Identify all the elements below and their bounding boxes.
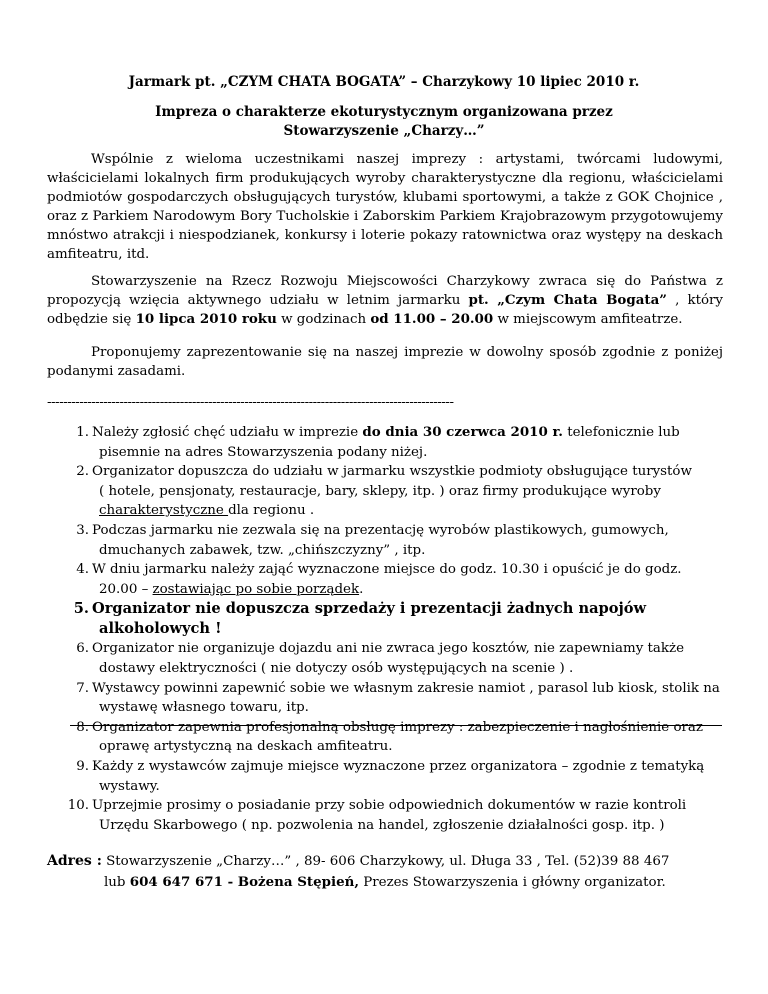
rule-item [47,639,723,678]
rule-text: . [359,581,364,597]
rule-text: Uprzejmie prosimy o posiadanie przy sobie odpowiednich dokumentów w razie kontroli [92,798,687,814]
address-text: lub [104,875,130,890]
address-line-1: Stowarzyszenie „Charzy…” , 89- 606 Charzykowy, ul. Długa 33 , Tel. (52)39 88 467 [101,854,670,869]
rule-text: Każdy z wystawców zajmuje miejsce wyznaczone przez organizatora – zgodnie z tematyką [92,758,705,774]
invitation-text-1: Stowarzyszenie na Rzecz Rozwoju Miejscowości Charzykowy zwraca się do Państwa z propozycją wzięcia aktywnego udziału w letnim jarmarku [47,274,723,308]
rule-text: pisemnie na adres Stowarzyszenia podany niżej. [99,444,428,460]
rule-item [47,718,723,757]
rule-number: 10. [67,798,89,814]
rule-number: 3. [76,522,89,538]
rule-text-line [92,501,723,521]
rule-number: 5. [73,600,89,618]
invitation-paragraph [47,272,723,329]
proposal-paragraph-text: Proponujemy zaprezentowanie się na naszej imprezie w dowolny sposób zgodnie z poniżej podanymi zasadami. [47,345,723,379]
rule-number: 6. [76,641,89,657]
rule-text: Urzędu Skarbowego ( np. pozwolenia na handel, zgłoszenie działalności gosp. itp. ) [99,817,665,833]
subtitle-line-2: Stowarzyszenie „Charzy…” [283,123,485,139]
rule-item [47,423,723,462]
event-name: pt. „Czym Chata Bogata” [468,292,667,308]
rule-text: Organizator zapewnia profesjonalną obsługę imprezy : zabezpieczenie i nagłośnienie oraz [92,719,703,735]
address-line-2 [47,872,737,893]
deadline-date: do dnia 30 czerwca 2010 r. [362,424,563,440]
rule-item [47,521,723,560]
rule-text: telefonicznie lub [562,425,680,440]
rule-item [47,462,723,521]
proposal-paragraph [47,343,723,381]
rule-text: dla regionu . [228,503,315,519]
rule-text-line [92,580,723,600]
rule-number: 4. [76,562,89,578]
rule-number: 1. [76,425,89,440]
rule-text: oprawę artystyczną na deskach amfiteatru. [99,739,393,755]
rule-text: Podczas jarmarku nie zezwala się na prezentację wyrobów plastikowych, gumowych, [92,522,669,538]
rule-item [47,796,723,835]
rule-text: wystawę własnego towaru, itp. [99,700,309,716]
rule-text: dostawy elektryczności ( nie dotyczy osób występujących na scenie ) . [99,660,574,676]
rule-item [47,757,723,796]
rule-text: Organizator nie organizuje dojazdu ani nie zwraca jego kosztów, nie zapewniamy także [92,641,685,657]
rule-text: Organizator dopuszcza do udziału w jarmarku wszystkie podmioty obsługujące turystów [92,464,692,480]
subtitle-line-1: Impreza o charakterze ekoturystycznym organizowana przez [155,104,613,120]
rule-text: alkoholowych ! [99,620,222,638]
address-label: Adres : [47,853,102,869]
dashed-separator: ----------------------------------------------------------------------------------------------------- [47,395,454,410]
contact-phone-name: 604 647 671 - Bożena Stępień, [129,874,359,890]
rule-text: dmuchanych zabawek, tzw. „chińszczyzny” , itp. [99,542,426,558]
intro-paragraph-text: Wspólnie z wieloma uczestnikami naszej imprezy : artystami, twórcami ludowymi, właścicielami lokalnych firm produkujących wyroby charakterystyczne dla regionu, właścicielami podmiotów gospodarczych obsługujących turystów, klubami sportowymi, a także z GOK Chojnice , oraz z Parkiem Narodowym Bory Tucholskie i Zaborskim Parkiem Krajobrazowym przygotowujemy mnóstwo atrakcji i niespodzianek, konkursy i loterie pokazy ratownictwa oraz występy na deskach amfiteatru, itd. [47,152,723,262]
rule-item-alcohol [47,599,723,639]
rules-list [47,423,723,835]
rule-number: 7. [76,680,89,696]
event-hours: od 11.00 – 20.00 [370,311,494,327]
intro-paragraph [47,150,723,264]
address-block [47,851,737,893]
rule-text: wystawy. [99,778,160,794]
rule-item [47,560,723,599]
rule-text: W dniu jarmarku należy zająć wyznaczone miejsce do godz. 10.30 i opuścić je do godz. [92,562,682,578]
address-text: Prezes Stowarzyszenia i główny organizator. [359,875,666,890]
rule-text: 20.00 – [99,581,153,597]
rule-number: 8. [76,719,89,735]
rule-text: Należy zgłosić chęć udziału w imprezie [92,425,363,440]
invitation-text-2: , który odbędzie się [47,293,723,327]
rule-text: Organizator nie dopuszcza sprzedaży i prezentacji żadnych napojów [92,600,647,618]
rule-item [47,679,723,718]
page-title: Jarmark pt. „CZYM CHATA BOGATA” – Charzykowy 10 lipiec 2010 r. [128,74,640,90]
invitation-text-3: w godzinach [276,312,371,327]
rule-number: 2. [76,464,89,480]
event-date: 10 lipca 2010 roku [135,311,277,327]
rule-text: Wystawcy powinni zapewnić sobie we własnym zakresie namiot , parasol lub kiosk, stolik na [92,680,720,696]
underlined-text: charakterystyczne [99,503,229,519]
horizontal-divider [70,725,722,726]
page-subtitle [0,103,768,141]
rule-text: ( hotele, pensjonaty, restauracje, bary, sklepy, itp. ) oraz firmy produkujące wyroby [99,483,661,499]
underlined-text: zostawiając po sobie porządek [152,581,360,597]
invitation-text-4: w miejscowym amfiteatrze. [493,312,683,327]
rule-number: 9. [76,758,89,774]
